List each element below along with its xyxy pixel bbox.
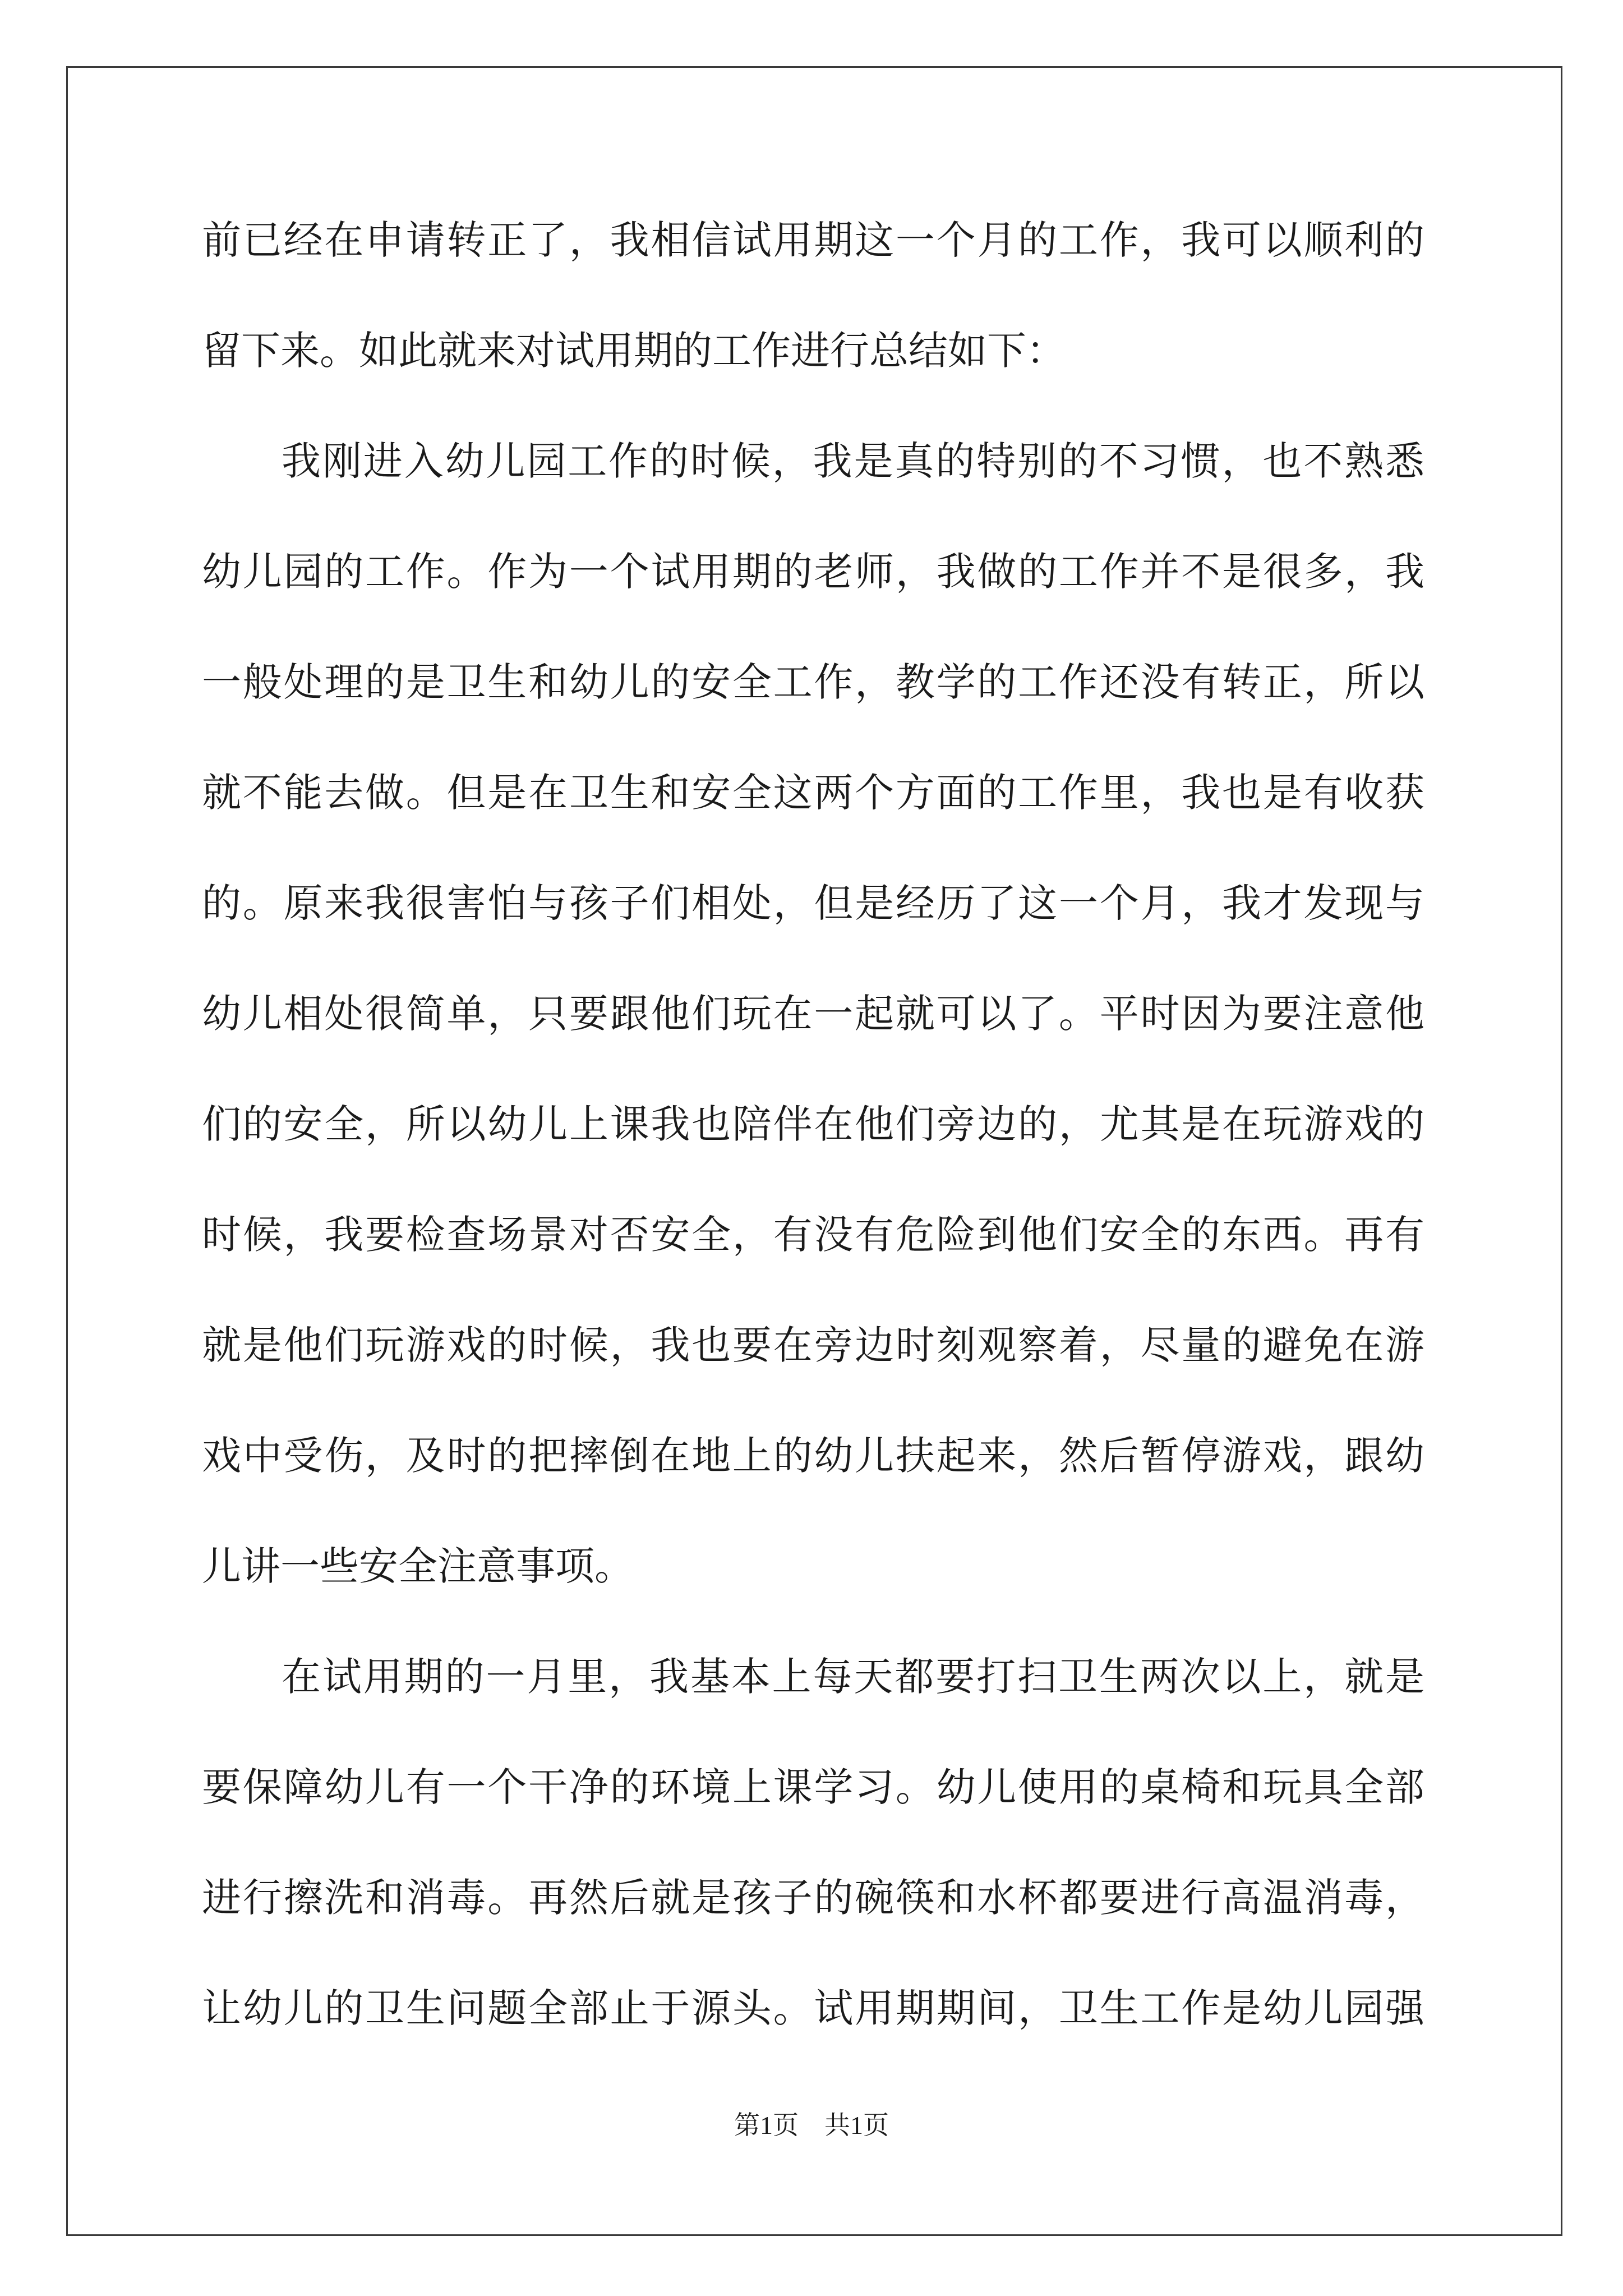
text-line: 幼儿相处很简单，只要跟他们玩在一起就可以了。平时因为要注意他	[202, 991, 1424, 1037]
text-line: 要保障幼儿有一个干净的环境上课学习。幼儿使用的桌椅和玩具全部	[202, 1764, 1424, 1810]
page-footer: 第1页 共1页	[734, 2111, 889, 2139]
text-line: 一般处理的是卫生和幼儿的安全工作，教学的工作还没有转正，所以	[202, 659, 1424, 705]
text-line: 就是他们玩游戏的时候，我也要在旁边时刻观察着，尽量的避免在游	[202, 1322, 1424, 1368]
text-line: 幼儿园的工作。作为一个试用期的老师，我做的工作并不是很多，我	[202, 549, 1424, 595]
text-line: 留下来。如此就来对试用期的工作进行总结如下：	[202, 328, 1066, 374]
text-line: 在试用期的一月里，我基本上每天都要打扫卫生两次以上，就是	[282, 1654, 1424, 1700]
text-line: 我刚进入幼儿园工作的时候，我是真的特别的不习惯，也不熟悉	[282, 438, 1424, 484]
text-line: 前已经在申请转正了，我相信试用期这一个月的工作，我可以顺利的	[202, 217, 1424, 263]
text-line: 的。原来我很害怕与孩子们相处，但是经历了这一个月，我才发现与	[202, 880, 1424, 926]
text-line: 进行擦洗和消毒。再然后就是孩子的碗筷和水杯都要进行高温消毒，	[202, 1875, 1424, 1921]
text-line: 们的安全，所以幼儿上课我也陪伴在他们旁边的，尤其是在玩游戏的	[202, 1101, 1424, 1147]
document-body	[202, 213, 1424, 2092]
text-line: 让幼儿的卫生问题全部止于源头。试用期期间，卫生工作是幼儿园强	[202, 1985, 1424, 2031]
text-line: 就不能去做。但是在卫生和安全这两个方面的工作里，我也是有收获	[202, 770, 1424, 816]
text-line: 儿讲一些安全注意事项。	[202, 1543, 634, 1589]
text-line: 时候，我要检查场景对否安全，有没有危险到他们安全的东西。再有	[202, 1212, 1424, 1258]
text-line: 戏中受伤，及时的把摔倒在地上的幼儿扶起来，然后暂停游戏，跟幼	[202, 1433, 1424, 1479]
